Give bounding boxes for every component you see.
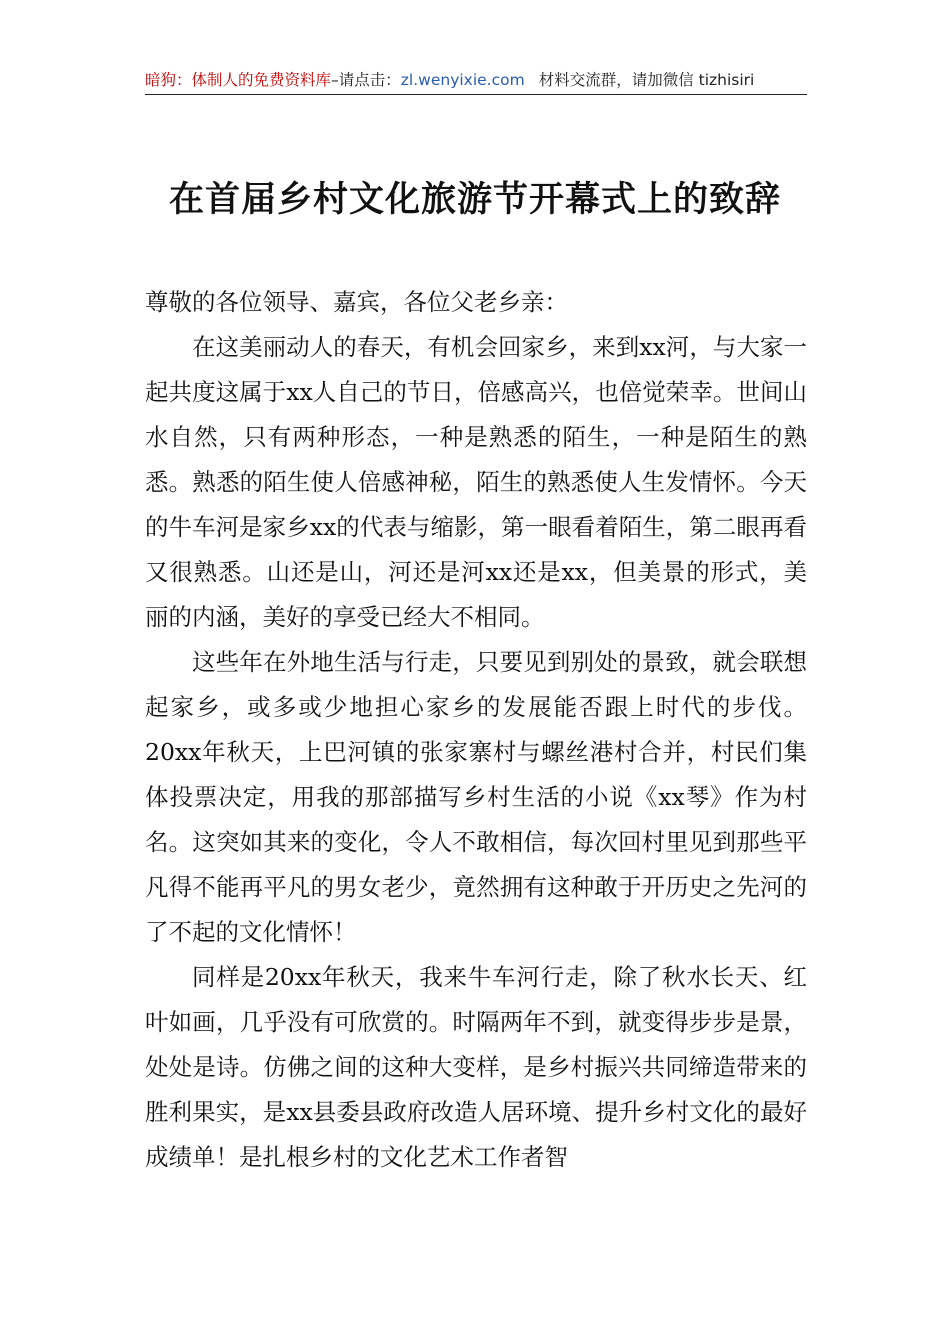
document-body bbox=[145, 280, 807, 1180]
salutation: 尊敬的各位领导、嘉宾，各位父老乡亲： bbox=[145, 288, 568, 316]
page-header bbox=[145, 66, 807, 95]
paragraph: 同样是20xx年秋天，我来牛车河行走，除了秋水长天、红叶如画，几乎没有可欣赏的。时隔两年不到，就变得步步是景，处处是诗。仿佛之间的这种大变样，是乡村振兴共同缔造带来的胜利果实，是xx县委县政府改造人居环境、提升乡村文化的最好成绩单！是扎根乡村的文化艺术工作者智 bbox=[145, 963, 807, 1171]
paragraph: 这些年在外地生活与行走，只要见到别处的景致，就会联想起家乡，或多或少地担心家乡的发展能否跟上时代的步伐。20xx年秋天，上巴河镇的张家寨村与螺丝港村合并，村民们集体投票决定，用我的那部描写乡村生活的小说《xx琴》作为村名。这突如其来的变化，令人不敢相信，每次回村里见到那些平凡得不能再平凡的男女老少，竟然拥有这种敢于开历史之先河的了不起的文化情怀！ bbox=[145, 648, 807, 946]
header-contact: 材料交流群，请加微信 tizhisiri bbox=[538, 71, 755, 89]
paragraph: 在这美丽动人的春天，有机会回家乡，来到xx河，与大家一起共度这属于xx人自己的节日，倍感高兴，也倍觉荣幸。世间山水自然，只有两种形态，一种是熟悉的陌生，一种是陌生的熟悉。熟悉的陌生使人倍感神秘，陌生的熟悉使人生发情怀。今天的牛车河是家乡xx的代表与缩影，第一眼看着陌生，第二眼再看又很熟悉。山还是山，河还是河xx还是xx，但美景的形式，美丽的内涵，美好的享受已经大不相同。 bbox=[145, 333, 807, 631]
header-link[interactable]: zl.wenyixie.com bbox=[400, 71, 525, 89]
header-prompt: –请点击： bbox=[331, 71, 401, 89]
header-brand: 暗狗：体制人的免费资料库 bbox=[145, 71, 332, 89]
document-title: 在首届乡村文化旅游节开幕式上的致辞 bbox=[168, 179, 781, 220]
